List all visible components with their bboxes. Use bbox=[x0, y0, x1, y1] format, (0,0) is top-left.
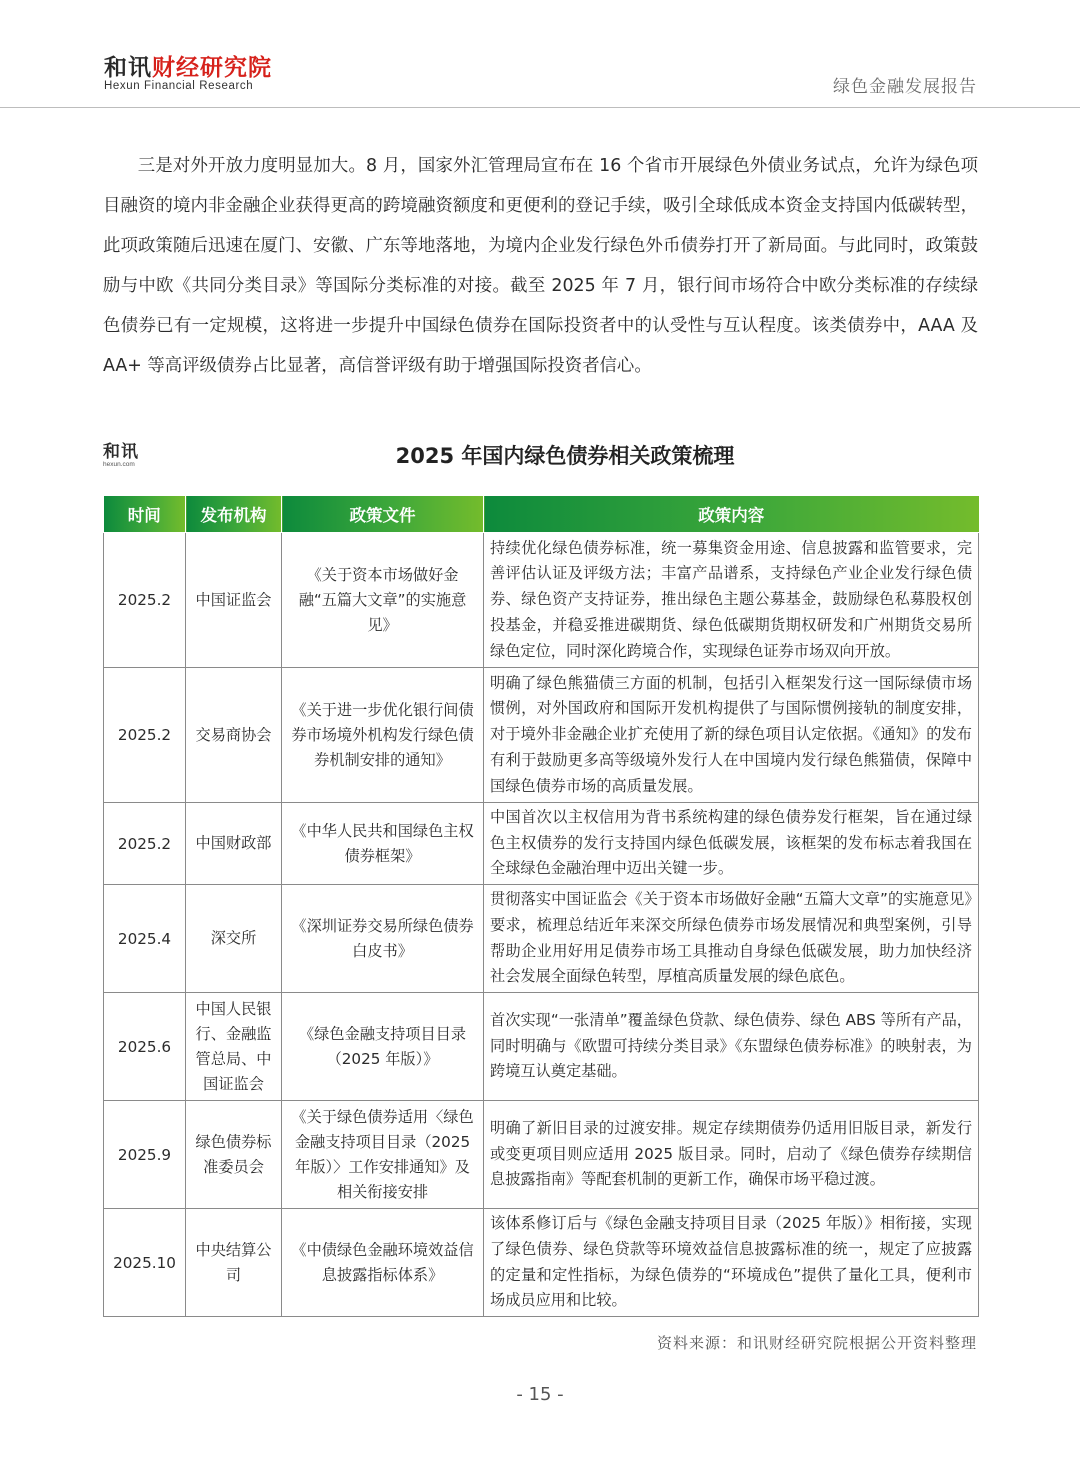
header-divider bbox=[0, 107, 1080, 108]
header-content: 政策内容 bbox=[484, 496, 979, 533]
cell-document: 《关于资本市场做好金融“五篇大文章”的实施意见》 bbox=[282, 533, 484, 668]
hexun-logo bbox=[104, 54, 272, 82]
cell-org: 中央结算公司 bbox=[186, 1209, 282, 1317]
cell-document: 《关于绿色债券适用〈绿色金融支持项目目录（2025 年版）〉工作安排通知》及相关衔接安排 bbox=[282, 1101, 484, 1209]
page-header bbox=[0, 0, 1080, 110]
cell-document: 《中华人民共和国绿色主权债券框架》 bbox=[282, 803, 484, 885]
table-row bbox=[104, 533, 979, 668]
cell-time: 2025.2 bbox=[104, 803, 186, 885]
cell-org: 中国证监会 bbox=[186, 533, 282, 668]
cell-document: 《深圳证券交易所绿色债券白皮书》 bbox=[282, 885, 484, 993]
table-row bbox=[104, 993, 979, 1101]
report-title: 绿色金融发展报告 bbox=[833, 77, 977, 97]
cell-time: 2025.9 bbox=[104, 1101, 186, 1209]
logo-english-name: Hexun Financial Research bbox=[104, 80, 254, 92]
table-title: 2025 年国内绿色债券相关政策梳理 bbox=[395, 444, 735, 468]
cell-content: 首次实现“一张清单”覆盖绿色贷款、绿色债券、绿色 ABS 等所有产品，同时明确与《欧盟可持续分类目录》《东盟绿色债券标准》的映射表，为跨境互认奠定基础。 bbox=[484, 993, 979, 1101]
cell-time: 2025.4 bbox=[104, 885, 186, 993]
header-time: 时间 bbox=[104, 496, 186, 533]
table-logo-text: 和讯 bbox=[103, 442, 139, 462]
cell-content: 贯彻落实中国证监会《关于资本市场做好金融“五篇大文章”的实施意见》要求，梳理总结近年来深交所绿色债券市场发展情况和典型案例，引导帮助企业用好用足债券市场工具推动自身绿色低碳发展，助力加快经济社会发展全面绿色转型，厚植高质量发展的绿色底色。 bbox=[484, 885, 979, 993]
cell-org: 中国财政部 bbox=[186, 803, 282, 885]
cell-content: 明确了绿色熊猫债三方面的机制，包括引入框架发行这一国际绿债市场惯例，对外国政府和国际开发机构提供了与国际惯例接轨的制度安排，对于境外非金融企业扩充使用了新的绿色项目认定依据。《通知》的发布有利于鼓励更多高等级境外发行人在中国境内发行绿色熊猫债，保障中国绿色债券市场的高质量发展。 bbox=[484, 668, 979, 803]
cell-document: 《关于进一步优化银行间债券市场境外机构发行绿色债券机制安排的通知》 bbox=[282, 668, 484, 803]
page-number: - 15 - bbox=[516, 1384, 564, 1405]
table-source-logo bbox=[103, 443, 149, 469]
table-row bbox=[104, 1209, 979, 1317]
table-row bbox=[104, 885, 979, 993]
cell-content: 持续优化绿色债券标准，统一募集资金用途、信息披露和监管要求，完善评估认证及评级方法；丰富产品谱系，支持绿色产业企业发行绿色债券、绿色资产支持证券，推出绿色主题公募基金，鼓励绿色私募股权创投基金，并稳妥推进碳期货、绿色低碳期货期权研发和广州期货交易所绿色定位，同时深化跨境合作，实现绿色证券市场双向开放。 bbox=[484, 533, 979, 668]
cell-document: 《中债绿色金融环境效益信息披露指标体系》 bbox=[282, 1209, 484, 1317]
table-row bbox=[104, 803, 979, 885]
cell-time: 2025.2 bbox=[104, 668, 186, 803]
logo-text-hexun: 和讯 bbox=[104, 55, 152, 81]
cell-org: 中国人民银行、金融监管总局、中国证监会 bbox=[186, 993, 282, 1101]
cell-content: 中国首次以主权信用为背书系统构建的绿色债券发行框架，旨在通过绿色主权债券的发行支持国内绿色低碳发展，该框架的发布标志着我国在全球绿色金融治理中迈出关键一步。 bbox=[484, 803, 979, 885]
cell-time: 2025.2 bbox=[104, 533, 186, 668]
cell-org: 交易商协会 bbox=[186, 668, 282, 803]
cell-time: 2025.6 bbox=[104, 993, 186, 1101]
body-paragraph: 三是对外开放力度明显加大。8 月，国家外汇管理局宣布在 16 个省市开展绿色外债业务试点，允许为绿色项目融资的境内非金融企业获得更高的跨境融资额度和更便利的登记手续，吸引全球低成本资金支持国内低碳转型，此项政策随后迅速在厦门、安徽、广东等地落地，为境内企业发行绿色外币债券打开了新局面。与此同时，政策鼓励与中欧《共同分类目录》等国际分类标准的对接。截至 2025 年 7 月，银行间市场符合中欧分类标准的存续绿色债券已有一定规模，这将进一步提升中国绿色债券在国际投资者中的认受性与互认程度。该类债券中，AAA 及 AA+ 等高评级债券占比显著，高信誉评级有助于增强国际投资者信心。 bbox=[103, 156, 978, 376]
cell-org: 绿色债券标准委员会 bbox=[186, 1101, 282, 1209]
header-org: 发布机构 bbox=[186, 496, 282, 533]
logo-text-institute: 财经研究院 bbox=[152, 55, 272, 81]
table-header-row bbox=[104, 496, 979, 533]
table-row bbox=[104, 1101, 979, 1209]
policy-table bbox=[103, 496, 979, 1317]
source-note: 资料来源：和讯财经研究院根据公开资料整理 bbox=[656, 1334, 977, 1352]
table-row bbox=[104, 668, 979, 803]
cell-org: 深交所 bbox=[186, 885, 282, 993]
cell-time: 2025.10 bbox=[104, 1209, 186, 1317]
table-logo-sub: hexun.com bbox=[103, 461, 135, 468]
cell-content: 该体系修订后与《绿色金融支持项目目录（2025 年版）》相衔接，实现了绿色债券、绿色贷款等环境效益信息披露标准的统一，规定了应披露的定量和定性指标，为绿色债券的“环境成色”提供了量化工具，便利市场成员应用和比较。 bbox=[484, 1209, 979, 1317]
cell-content: 明确了新旧目录的过渡安排。规定存续期债券仍适用旧版目录，新发行或变更项目则应适用 2025 版目录。同时，启动了《绿色债券存续期信息披露指南》等配套机制的更新工作，确保市场平稳过渡。 bbox=[484, 1101, 979, 1209]
header-document: 政策文件 bbox=[282, 496, 484, 533]
cell-document: 《绿色金融支持项目目录（2025 年版）》 bbox=[282, 993, 484, 1101]
